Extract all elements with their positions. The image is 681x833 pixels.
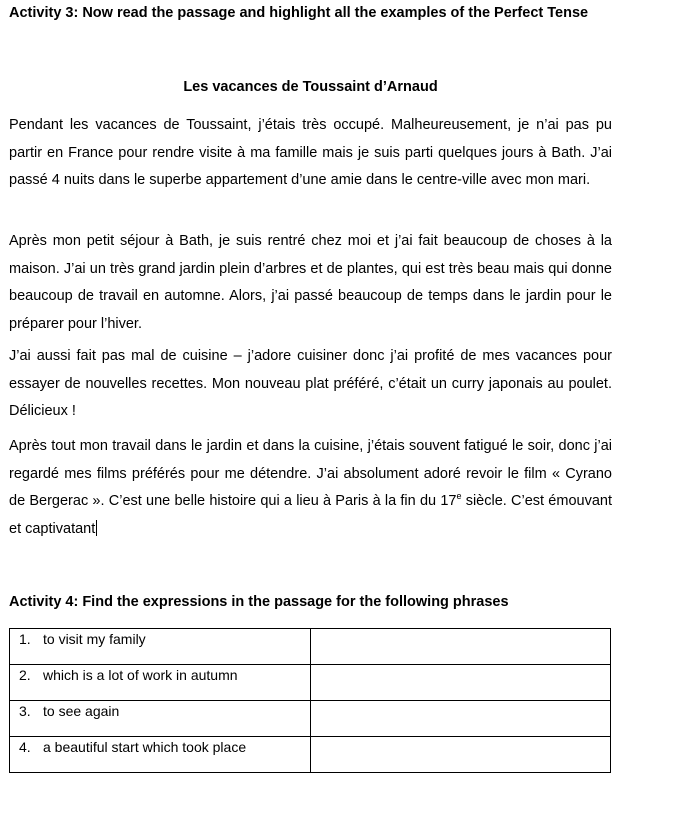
phrase-text: a beautiful start which took place bbox=[43, 739, 247, 755]
phrase-text: which is a lot of work in autumn bbox=[43, 667, 238, 683]
row-number: 1. bbox=[19, 631, 31, 647]
passage-title: Les vacances de Toussaint d’Arnaud bbox=[183, 79, 438, 95]
answer-cell[interactable] bbox=[311, 701, 611, 737]
phrase-text: to see again bbox=[43, 703, 120, 719]
passage-paragraph-4 bbox=[9, 433, 612, 543]
paragraph-4-text-start: Après tout mon travail dans le jardin et dans la cuisine, j’étais souvent fatigué le soir, donc j’ai regardé mes films préférés pour me détendre. J’ai absolument adoré revoir le film « Cyrano de Bergerac ». C’est une belle histoire qui a lieu à Paris à la fin du 17 bbox=[9, 438, 612, 509]
passage-paragraph-3: J’ai aussi fait pas mal de cuisine – j’adore cuisiner donc j’ai profité de mes vacances pour essayer de nouvelles recettes. Mon nouveau plat préféré, c’était un curry japonais au poulet. Délicieux ! bbox=[9, 348, 612, 419]
table-row bbox=[10, 701, 611, 737]
row-number: 2. bbox=[19, 667, 31, 683]
table-row bbox=[10, 665, 611, 701]
table-row bbox=[10, 737, 611, 773]
paragraph-4-text-end: siècle. C’est émouvant et captivatant bbox=[9, 493, 612, 537]
phrase-cell bbox=[10, 665, 311, 701]
passage-paragraph-1: Pendant les vacances de Toussaint, j’étais très occupé. Malheureusement, je n’ai pas pu partir en France pour rendre visite à ma famille mais je suis parti quelques jours à Bath. J’ai passé 4 nuits dans le superbe appartement d’une amie dans le centre-ville avec mon mari. bbox=[9, 117, 612, 188]
phrase-table bbox=[9, 628, 611, 773]
activity-4-heading: Activity 4: Find the expressions in the passage for the following phrases bbox=[9, 594, 509, 610]
answer-cell[interactable] bbox=[311, 629, 611, 665]
phrase-cell bbox=[10, 737, 311, 773]
phrase-cell bbox=[10, 701, 311, 737]
table-row bbox=[10, 629, 611, 665]
century-superscript: e bbox=[456, 491, 462, 502]
phrase-text: to visit my family bbox=[43, 631, 146, 647]
row-number: 3. bbox=[19, 703, 31, 719]
answer-cell[interactable] bbox=[311, 737, 611, 773]
text-cursor bbox=[96, 520, 97, 536]
answer-cell[interactable] bbox=[311, 665, 611, 701]
row-number: 4. bbox=[19, 739, 31, 755]
phrase-cell bbox=[10, 629, 311, 665]
activity-3-heading: Activity 3: Now read the passage and highlight all the examples of the Perfect Tense bbox=[9, 5, 589, 21]
passage-paragraph-2: Après mon petit séjour à Bath, je suis rentré chez moi et j’ai fait beaucoup de choses à la maison. J’ai un très grand jardin plein d’arbres et de plantes, qui est très beau mais qui donne beaucoup de travail en automne. Alors, j’ai passé beaucoup de temps dans le jardin pour le préparer pour l’hiver. bbox=[9, 233, 612, 332]
